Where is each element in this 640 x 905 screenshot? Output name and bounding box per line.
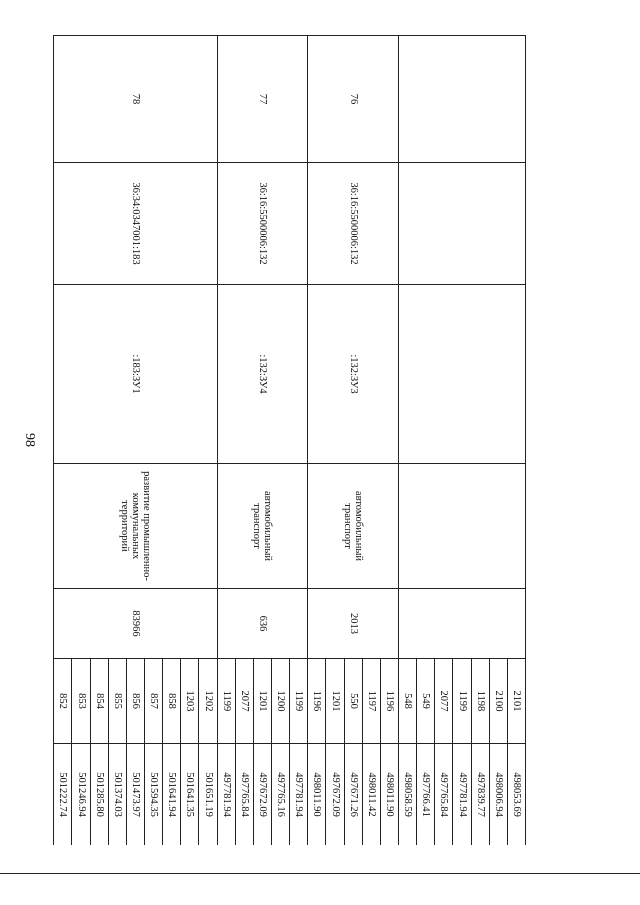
point-number-cell: 856	[126, 659, 144, 744]
point-number-cell: 2101	[507, 659, 525, 744]
point-number-cell: 858	[163, 659, 181, 744]
plot-designation-cell	[399, 285, 526, 464]
page-number: 98	[22, 433, 37, 447]
point-number-cell: 1198	[471, 659, 489, 744]
x-coordinate-cell: 497839.77	[471, 744, 489, 846]
cadastral-number-cell: 36:16:5500006:132	[308, 163, 399, 285]
point-number-cell: 549	[417, 659, 435, 744]
x-coordinate-cell: 498011.90	[380, 744, 398, 846]
area-cell: 2013	[308, 589, 399, 659]
bottom-rule	[0, 873, 640, 874]
x-coordinate-cell: 498011.90	[308, 744, 326, 846]
point-number-cell: 2077	[235, 659, 253, 744]
point-number-cell: 1200	[272, 659, 290, 744]
point-number-cell: 1199	[290, 659, 308, 744]
x-coordinate-cell: 497781.94	[453, 744, 471, 846]
table-row	[380, 36, 398, 846]
point-number-cell: 1201	[253, 659, 271, 744]
point-number-cell: 854	[90, 659, 108, 744]
x-coordinate-cell: 501641.94	[163, 744, 181, 846]
table-row	[290, 36, 308, 846]
cadastral-number-cell: 36:16:5500006:132	[217, 163, 308, 285]
point-number-cell: 1196	[380, 659, 398, 744]
x-coordinate-cell: 498053.69	[507, 744, 525, 846]
plot-designation-cell: :132:ЗУ4	[217, 285, 308, 464]
parcel-number-cell: 77	[217, 36, 308, 163]
point-number-cell: 548	[399, 659, 417, 744]
parcel-number-cell	[399, 36, 526, 163]
x-coordinate-cell: 497781.94	[217, 744, 235, 846]
x-coordinate-cell: 497765.84	[235, 744, 253, 846]
area-cell: 83966	[54, 589, 218, 659]
x-coordinate-cell: 497672.09	[253, 744, 271, 846]
rotated-table-area	[53, 35, 526, 845]
x-coordinate-cell: 501222.74	[54, 744, 72, 846]
point-number-cell: 1202	[199, 659, 217, 744]
table-row	[507, 36, 525, 846]
parcel-number-cell: 76	[308, 36, 399, 163]
x-coordinate-cell: 501594.35	[145, 744, 163, 846]
x-coordinate-cell: 501374.03	[108, 744, 126, 846]
x-coordinate-cell: 498006.94	[489, 744, 507, 846]
point-number-cell: 1201	[326, 659, 344, 744]
permitted-use-cell: автомобильный транспорт	[217, 464, 308, 589]
plot-designation-cell: :132:ЗУ3	[308, 285, 399, 464]
x-coordinate-cell: 501246.94	[72, 744, 90, 846]
x-coordinate-cell: 501473.97	[126, 744, 144, 846]
x-coordinate-cell: 498011.42	[362, 744, 380, 846]
point-number-cell: 2100	[489, 659, 507, 744]
x-coordinate-cell: 497671.26	[344, 744, 362, 846]
x-coordinate-cell: 501651.19	[199, 744, 217, 846]
plot-designation-cell: :183:ЗУ1	[54, 285, 218, 464]
point-number-cell: 853	[72, 659, 90, 744]
cadastral-number-cell	[399, 163, 526, 285]
cadastral-number-cell: 36:34:0347001:183	[54, 163, 218, 285]
table-rotator	[53, 35, 526, 845]
x-coordinate-cell: 497765.16	[272, 744, 290, 846]
point-number-cell: 1199	[453, 659, 471, 744]
point-number-cell: 855	[108, 659, 126, 744]
x-coordinate-cell: 498058.59	[399, 744, 417, 846]
x-coordinate-cell: 497765.84	[435, 744, 453, 846]
point-number-cell: 852	[54, 659, 72, 744]
point-number-cell: 1197	[362, 659, 380, 744]
point-number-cell: 1199	[217, 659, 235, 744]
permitted-use-cell: развитие промышленно-коммунальных территорий	[54, 464, 218, 589]
x-coordinate-cell: 501641.35	[181, 744, 199, 846]
coordinates-table	[53, 35, 526, 845]
x-coordinate-cell: 497766.41	[417, 744, 435, 846]
area-cell: 636	[217, 589, 308, 659]
point-number-cell: 550	[344, 659, 362, 744]
parcel-number-cell: 78	[54, 36, 218, 163]
permitted-use-cell: автомобильный транспорт	[308, 464, 399, 589]
point-number-cell: 1203	[181, 659, 199, 744]
area-cell	[399, 589, 526, 659]
point-number-cell: 857	[145, 659, 163, 744]
x-coordinate-cell: 497672.09	[326, 744, 344, 846]
x-coordinate-cell: 497781.94	[290, 744, 308, 846]
permitted-use-cell	[399, 464, 526, 589]
point-number-cell: 1196	[308, 659, 326, 744]
point-number-cell: 2077	[435, 659, 453, 744]
table-row	[199, 36, 217, 846]
x-coordinate-cell: 501285.80	[90, 744, 108, 846]
